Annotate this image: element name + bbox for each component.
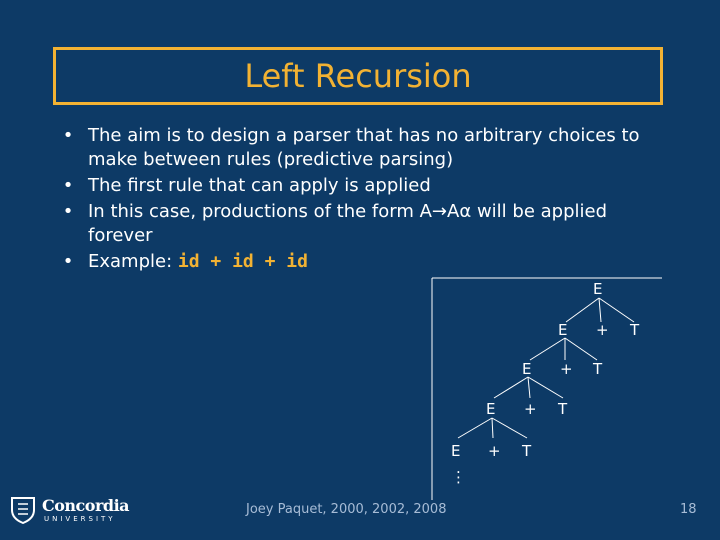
alpha-symbol: α: [459, 201, 472, 222]
tree-node-t: T: [593, 360, 603, 378]
bullet-text-before: Example:: [88, 251, 178, 272]
bullet-text-before: In this case, productions of the form A: [88, 201, 432, 222]
tree-edge: [599, 298, 601, 322]
bullet-icon: •: [62, 125, 74, 146]
tree-edge: [492, 418, 527, 438]
tree-edge: [566, 298, 599, 322]
tree-edge: [528, 377, 530, 398]
logo-subtitle: UNIVERSITY: [44, 515, 116, 523]
tree-node-e: E: [486, 400, 496, 418]
bullet-text-after: will be applied forever: [88, 201, 607, 246]
bullet-icon: •: [62, 175, 74, 196]
bullet-text-mid: A: [447, 201, 460, 222]
tree-node-plus: +: [488, 442, 501, 460]
shield-icon: [10, 496, 36, 524]
tree-ellipsis: ⋮: [451, 468, 466, 486]
bullet-icon: •: [62, 251, 74, 272]
concordia-logo: [8, 496, 132, 526]
tree-node-plus: +: [596, 321, 609, 339]
tree-edge: [565, 338, 597, 360]
tree-edge: [492, 418, 493, 438]
bullet-text: The first rule that can apply is applied: [88, 175, 431, 196]
bullet-text: The aim is to design a parser that has no arbitrary choices to make between rules (predictive parsing): [88, 125, 640, 170]
tree-node-plus: +: [524, 400, 537, 418]
tree-node-t: T: [630, 321, 640, 339]
tree-edge: [528, 377, 563, 398]
tree-node-t: T: [522, 442, 532, 460]
bullet-icon: •: [62, 201, 74, 222]
tree-edge: [530, 338, 565, 360]
page-number: 18: [680, 502, 697, 517]
arrow-symbol: →: [431, 201, 448, 222]
logo-name: Concordia: [42, 496, 130, 515]
tree-node-plus: +: [560, 360, 573, 378]
slide-title: Left Recursion: [244, 57, 472, 95]
tree-edge: [494, 377, 528, 398]
tree-node-e: E: [558, 321, 568, 339]
tree-node-e: E: [522, 360, 532, 378]
tree-node-root: E: [593, 280, 603, 298]
tree-edge: [458, 418, 492, 438]
tree-edge: [599, 298, 634, 322]
tree-node-t: T: [558, 400, 568, 418]
example-code: id + id + id: [177, 251, 308, 272]
footer-credit: Joey Paquet, 2000, 2002, 2008: [246, 502, 447, 517]
tree-node-e: E: [451, 442, 461, 460]
